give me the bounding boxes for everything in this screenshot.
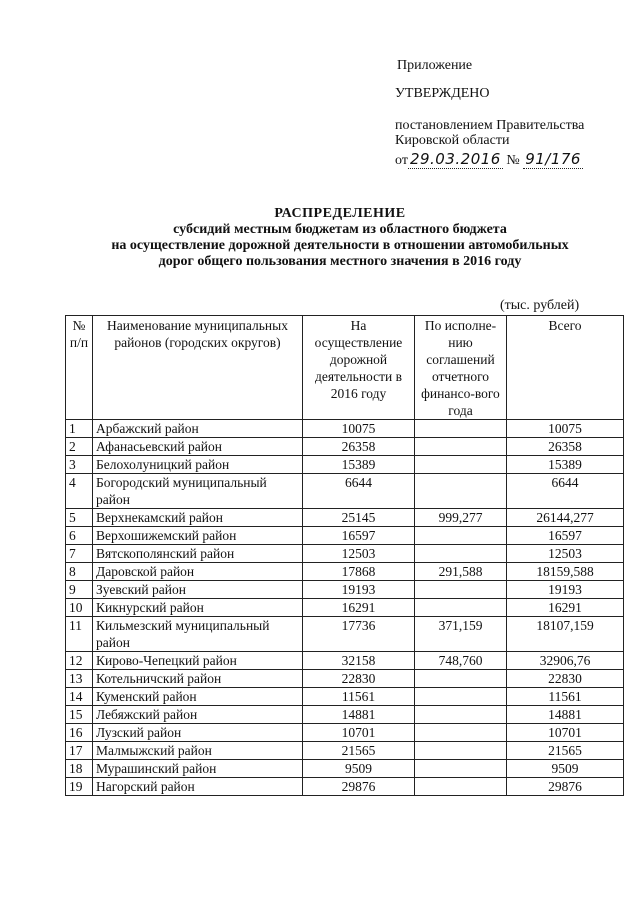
title-main: РАСПРЕДЕЛЕНИЕ	[274, 206, 406, 221]
table-row	[66, 509, 624, 527]
table-row	[66, 599, 624, 617]
row-road-amount: 16291	[303, 599, 415, 617]
row-number: 15	[66, 706, 93, 724]
table-row	[66, 438, 624, 456]
row-district-name: Лебяжский район	[93, 706, 303, 724]
row-agreements-amount: 999,277	[415, 509, 507, 527]
row-district-name: Кирово-Чепецкий район	[93, 652, 303, 670]
table-row	[66, 724, 624, 742]
row-agreements-amount	[415, 599, 507, 617]
row-agreements-amount	[415, 527, 507, 545]
row-district-name: Куменский район	[93, 688, 303, 706]
row-agreements-amount	[415, 438, 507, 456]
row-agreements-amount: 748,760	[415, 652, 507, 670]
resolution-date-number	[395, 150, 583, 169]
row-number: 8	[66, 563, 93, 581]
row-road-amount: 10075	[303, 420, 415, 438]
row-road-amount: 25145	[303, 509, 415, 527]
row-total-amount: 22830	[507, 670, 624, 688]
row-district-name: Даровской район	[93, 563, 303, 581]
row-agreements-amount	[415, 760, 507, 778]
row-total-amount: 11561	[507, 688, 624, 706]
row-district-name: Вятскополянский район	[93, 545, 303, 563]
row-number: 17	[66, 742, 93, 760]
row-agreements-amount	[415, 474, 507, 509]
row-total-amount: 16291	[507, 599, 624, 617]
appendix-label: Приложение	[397, 58, 473, 73]
row-district-name: Котельничский район	[93, 670, 303, 688]
row-district-name: Нагорский район	[93, 778, 303, 796]
row-total-amount: 14881	[507, 706, 624, 724]
row-total-amount: 15389	[507, 456, 624, 474]
row-district-name: Афанасьевский район	[93, 438, 303, 456]
row-total-amount: 9509	[507, 760, 624, 778]
row-agreements-amount	[415, 724, 507, 742]
row-road-amount: 10701	[303, 724, 415, 742]
row-agreements-amount	[415, 545, 507, 563]
row-road-amount: 22830	[303, 670, 415, 688]
row-number: 14	[66, 688, 93, 706]
row-number: 10	[66, 599, 93, 617]
row-district-name: Мурашинский район	[93, 760, 303, 778]
row-road-amount: 21565	[303, 742, 415, 760]
row-total-amount: 18107,159	[507, 617, 624, 652]
row-total-amount: 10075	[507, 420, 624, 438]
row-total-amount: 21565	[507, 742, 624, 760]
row-agreements-amount	[415, 581, 507, 599]
table-row	[66, 742, 624, 760]
handwritten-date: 29.03.2016	[409, 150, 501, 168]
header-num: № п/п	[66, 316, 93, 420]
resolution-label: постановлением Правительства	[395, 118, 585, 133]
table-row	[66, 670, 624, 688]
row-agreements-amount	[415, 456, 507, 474]
row-district-name: Кильмезский муниципальный район	[93, 617, 303, 652]
header-name: Наименование муниципальных районов (городских округов)	[93, 316, 303, 420]
row-agreements-amount	[415, 778, 507, 796]
approved-label: УТВЕРЖДЕНО	[395, 86, 490, 101]
table-row	[66, 778, 624, 796]
table-row	[66, 474, 624, 509]
row-number: 6	[66, 527, 93, 545]
row-agreements-amount	[415, 742, 507, 760]
table-row	[66, 456, 624, 474]
row-agreements-amount: 371,159	[415, 617, 507, 652]
row-total-amount: 26358	[507, 438, 624, 456]
row-agreements-amount: 291,588	[415, 563, 507, 581]
row-road-amount: 16597	[303, 527, 415, 545]
row-number: 3	[66, 456, 93, 474]
row-number: 13	[66, 670, 93, 688]
title-line-1: субсидий местным бюджетам из областного бюджета	[173, 222, 507, 237]
table-row	[66, 652, 624, 670]
row-road-amount: 19193	[303, 581, 415, 599]
row-district-name: Малмыжский район	[93, 742, 303, 760]
table-row	[66, 706, 624, 724]
region-label: Кировской области	[395, 133, 510, 148]
row-total-amount: 26144,277	[507, 509, 624, 527]
row-number: 4	[66, 474, 93, 509]
row-road-amount: 12503	[303, 545, 415, 563]
row-number: 12	[66, 652, 93, 670]
row-road-amount: 6644	[303, 474, 415, 509]
row-district-name: Верхнекамский район	[93, 509, 303, 527]
table-row	[66, 688, 624, 706]
row-number: 5	[66, 509, 93, 527]
row-number: 2	[66, 438, 93, 456]
row-road-amount: 14881	[303, 706, 415, 724]
row-total-amount: 12503	[507, 545, 624, 563]
row-district-name: Верхошижемский район	[93, 527, 303, 545]
row-road-amount: 11561	[303, 688, 415, 706]
row-district-name: Кикнурский район	[93, 599, 303, 617]
row-total-amount: 6644	[507, 474, 624, 509]
row-number: 1	[66, 420, 93, 438]
row-district-name: Белохолуницкий район	[93, 456, 303, 474]
row-number: 11	[66, 617, 93, 652]
row-district-name: Лузский район	[93, 724, 303, 742]
handwritten-number: 91/176	[525, 150, 581, 168]
table-row	[66, 420, 624, 438]
row-agreements-amount	[415, 688, 507, 706]
row-agreements-amount	[415, 420, 507, 438]
date-prefix: от	[395, 153, 408, 168]
row-road-amount: 32158	[303, 652, 415, 670]
row-number: 9	[66, 581, 93, 599]
table-row	[66, 581, 624, 599]
table-row	[66, 545, 624, 563]
number-sign: №	[506, 153, 520, 168]
table-row	[66, 760, 624, 778]
document-title	[60, 206, 620, 270]
header-agreements: По исполне-нию соглашений отчетного финансо-вого года	[415, 316, 507, 420]
row-road-amount: 26358	[303, 438, 415, 456]
row-number: 7	[66, 545, 93, 563]
row-total-amount: 18159,588	[507, 563, 624, 581]
table-row	[66, 617, 624, 652]
distribution-table	[65, 315, 624, 796]
header-road: На осуществление дорожной деятельности в 2016 году	[303, 316, 415, 420]
table-row	[66, 527, 624, 545]
row-road-amount: 29876	[303, 778, 415, 796]
row-number: 18	[66, 760, 93, 778]
row-road-amount: 9509	[303, 760, 415, 778]
table-header-row	[66, 316, 624, 420]
title-line-3: дорог общего пользования местного значения в 2016 году	[158, 254, 522, 269]
title-line-2: на осуществление дорожной деятельности в отношении автомобильных	[111, 238, 569, 253]
row-agreements-amount	[415, 670, 507, 688]
table-row	[66, 563, 624, 581]
row-total-amount: 29876	[507, 778, 624, 796]
row-district-name: Арбажский район	[93, 420, 303, 438]
row-road-amount: 17736	[303, 617, 415, 652]
row-number: 19	[66, 778, 93, 796]
header-total: Всего	[507, 316, 624, 420]
row-road-amount: 17868	[303, 563, 415, 581]
row-total-amount: 19193	[507, 581, 624, 599]
row-total-amount: 32906,76	[507, 652, 624, 670]
units-label: (тыс. рублей)	[500, 298, 580, 313]
row-total-amount: 16597	[507, 527, 624, 545]
row-road-amount: 15389	[303, 456, 415, 474]
row-district-name: Богородский муниципальный район	[93, 474, 303, 509]
row-number: 16	[66, 724, 93, 742]
row-total-amount: 10701	[507, 724, 624, 742]
row-agreements-amount	[415, 706, 507, 724]
row-district-name: Зуевский район	[93, 581, 303, 599]
